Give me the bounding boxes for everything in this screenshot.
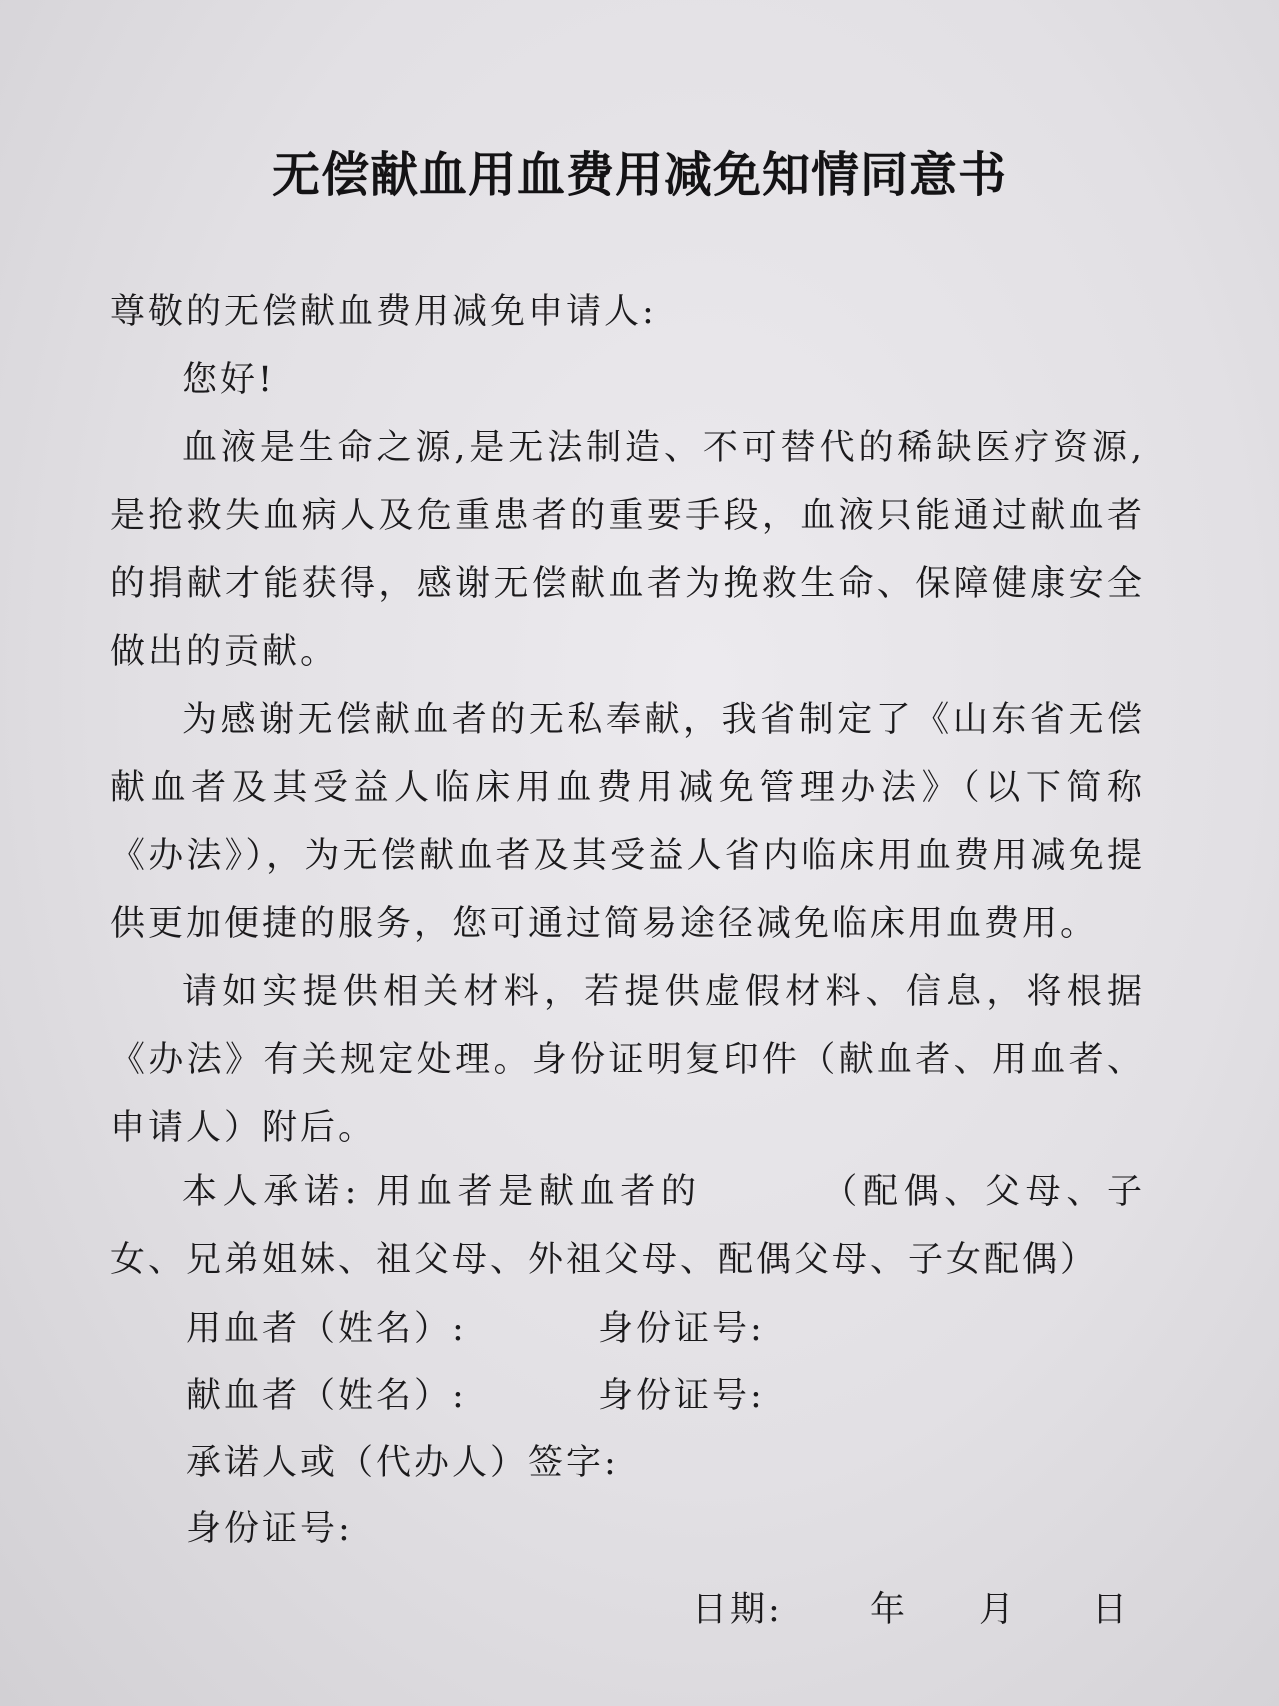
commitment-suffix: （配偶、父母、子女、兄弟姐妹、祖父母、外祖父母、配偶父母、子女配偶） xyxy=(110,1172,1145,1280)
commitment-paragraph xyxy=(110,1158,1145,1294)
donor-name-label: 献血者（姓名）: xyxy=(186,1376,467,1416)
paragraph-blood-value: 血液是生命之源,是无法制造、不可替代的稀缺医疗资源,是抢救失血病人及危重患者的重要手段，血液只能通过献血者的捐献才能获得，感谢无偿献血者为挽救生命、保障健康安全做出的贡献。 xyxy=(110,428,1145,672)
signer-id-row xyxy=(186,1508,353,1550)
signature-label: 承诺人或（代办人）签字: xyxy=(186,1443,619,1483)
donor-row xyxy=(186,1375,765,1417)
signer-id-label: 身份证号: xyxy=(186,1509,353,1549)
blood-user-row xyxy=(186,1308,765,1350)
signature-row xyxy=(186,1442,619,1484)
blood-user-id-label: 身份证号: xyxy=(598,1309,765,1349)
day-label: 日 xyxy=(1092,1590,1131,1630)
donor-id-label: 身份证号: xyxy=(598,1376,765,1416)
blood-user-name-label: 用血者（姓名）: xyxy=(186,1309,467,1349)
paragraph-materials: 请如实提供相关材料，若提供虚假材料、信息，将根据《办法》有关规定处理。身份证明复印件（献血者、用血者、申请人）附后。 xyxy=(110,972,1145,1148)
year-label: 年 xyxy=(870,1590,909,1630)
date-label: 日期: xyxy=(692,1590,783,1630)
hello-line: 您好! xyxy=(182,360,276,400)
month-label: 月 xyxy=(979,1590,1018,1630)
commitment-prefix: 本人承诺: 用血者是献血者的 xyxy=(182,1172,702,1212)
paragraph-regulation: 为感谢无偿献血者的无私奉献，我省制定了《山东省无偿献血者及其受益人临床用血费用减免管理办法》（以下简称《办法》），为无偿献血者及其受益人省内临床用血费用减免提供更加便捷的服务，您可通过简易途径减免临床用血费用。 xyxy=(110,700,1145,944)
greeting-line: 尊敬的无偿献血费用减免申请人: xyxy=(110,292,657,332)
document-title: 无偿献血用血费用减免知情同意书 xyxy=(271,147,1007,203)
